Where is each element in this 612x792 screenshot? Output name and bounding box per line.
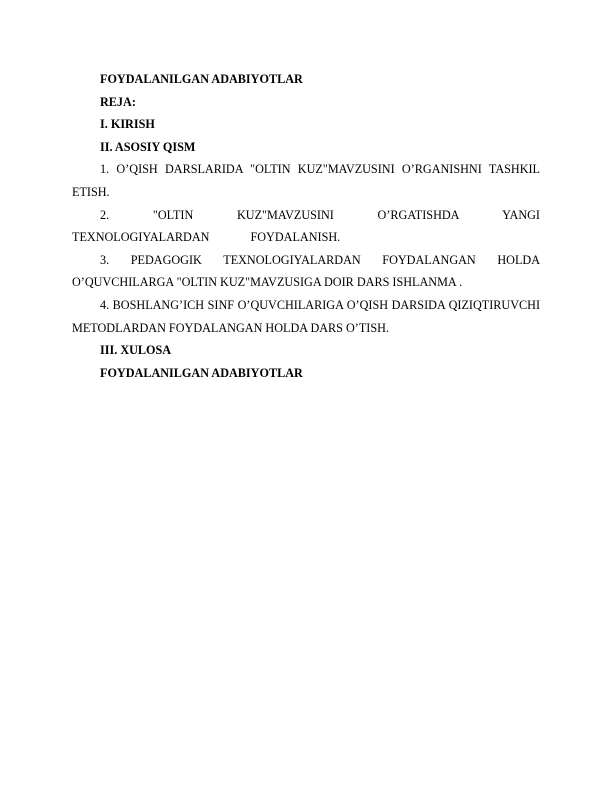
section-main-part: II. ASOSIY QISM — [100, 139, 196, 154]
bottom-heading: FOYDALANILGAN ADABIYOTLAR — [100, 365, 303, 380]
document-content — [72, 68, 540, 384]
plan-item-4: 4. BOSHLANG’ICH SINF O’QUVCHILARIGA O’QISH DARSIDA QIZIQTIRUVCHI METODLARDAN FOYDALANGAN HOLDA DARS O’TISH. — [72, 297, 540, 335]
plan-item-2: 2. "OLTIN KUZ"MAVZUSINI O’RGATISHDA YANGI TEXNOLOGIYALARDAN FOYDALANISH. — [72, 207, 540, 245]
section-conclusion: III. XULOSA — [100, 343, 172, 358]
plan-item-1: 1. O’QISH DARSLARIDA "OLTIN KUZ"MAVZUSINI O’RGANISHNI TASHKIL ETISH. — [72, 162, 540, 199]
section-introduction: I. KIRISH — [100, 117, 155, 132]
plan-item-3: 3. PEDAGOGIK TEXNOLOGIYALARDAN FOYDALANGAN HOLDA O’QUVCHILARGA "OLTIN KUZ"MAVZUSIGA DOIR DARS ISHLANMA . — [72, 252, 540, 290]
reja-label: REJA: — [100, 94, 136, 109]
top-heading: FOYDALANILGAN ADABIYOTLAR — [100, 72, 303, 86]
